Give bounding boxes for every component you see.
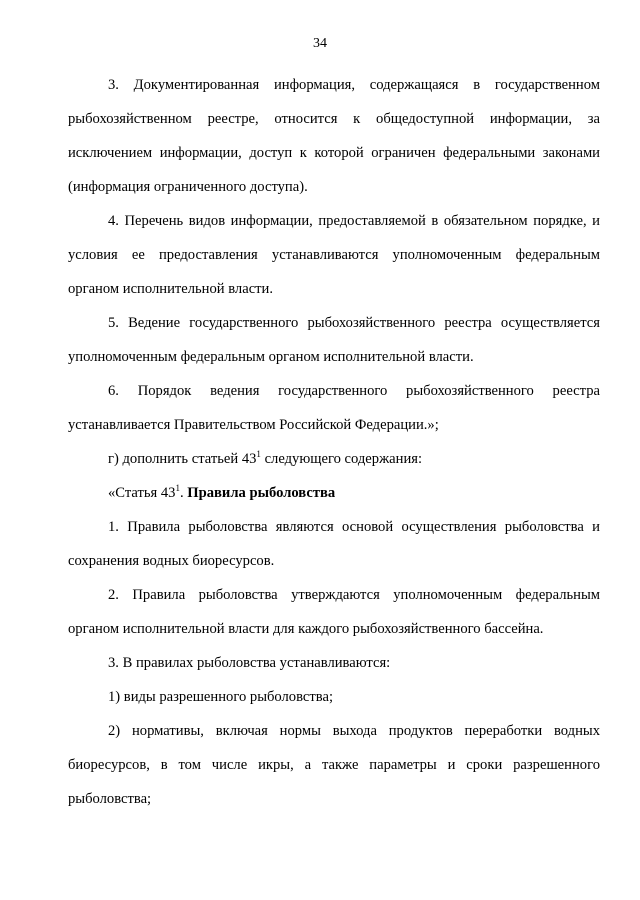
article-heading-title: Правила рыболовства (187, 485, 336, 501)
paragraph-g-superscript: 1 (256, 449, 261, 459)
article-paragraph-3-item-2: 2) нормативы, включая нормы выхода продуктов переработки водных биоресурсов, в том числе икры, а также параметры и сроки разрешенного рыболовства; (68, 723, 600, 807)
paragraph-g-suffix: следующего содержания: (260, 451, 423, 467)
article-paragraph-3-item-1: 1) виды разрешенного рыболовства; (108, 689, 333, 705)
article-heading-superscript: 1 (175, 483, 180, 493)
paragraph-g-add-article (68, 442, 600, 476)
article-paragraph-1: 1. Правила рыболовства являются основой осуществления рыболовства и сохранения водных биоресурсов. (68, 519, 600, 569)
article-paragraph-3: 3. В правилах рыболовства устанавливаются: (108, 655, 391, 671)
article-paragraph-2: 2. Правила рыболовства утверждаются уполномоченным федеральным органом исполнительной власти для каждого рыбохозяйственного бассейна. (68, 587, 600, 637)
article-heading-dot: . (179, 485, 188, 501)
article-heading-prefix: «Статья 43 (108, 485, 176, 501)
paragraph-5-registry-maintenance: 5. Ведение государственного рыбохозяйственного реестра осуществляется уполномоченным федеральным органом исполнительной власти. (68, 315, 600, 365)
paragraph-6-registry-procedure: 6. Порядок ведения государственного рыбохозяйственного реестра устанавливается Правительством Российской Федерации.»; (68, 383, 600, 433)
page-number: 34 (313, 36, 327, 51)
paragraph-3-public-information: 3. Документированная информация, содержащаяся в государственном рыбохозяйственном реестре, относится к общедоступной информации, за исключением информации, доступ к которой ограничен федеральными законами (информация ограниченного доступа). (68, 77, 600, 195)
article-heading (68, 476, 600, 510)
paragraph-4-information-list: 4. Перечень видов информации, предоставляемой в обязательном порядке, и условия ее предоставления устанавливаются уполномоченным федеральным органом исполнительной власти. (68, 213, 600, 297)
paragraph-g-prefix: г) дополнить статьей 43 (108, 451, 257, 467)
document-body (68, 68, 600, 816)
